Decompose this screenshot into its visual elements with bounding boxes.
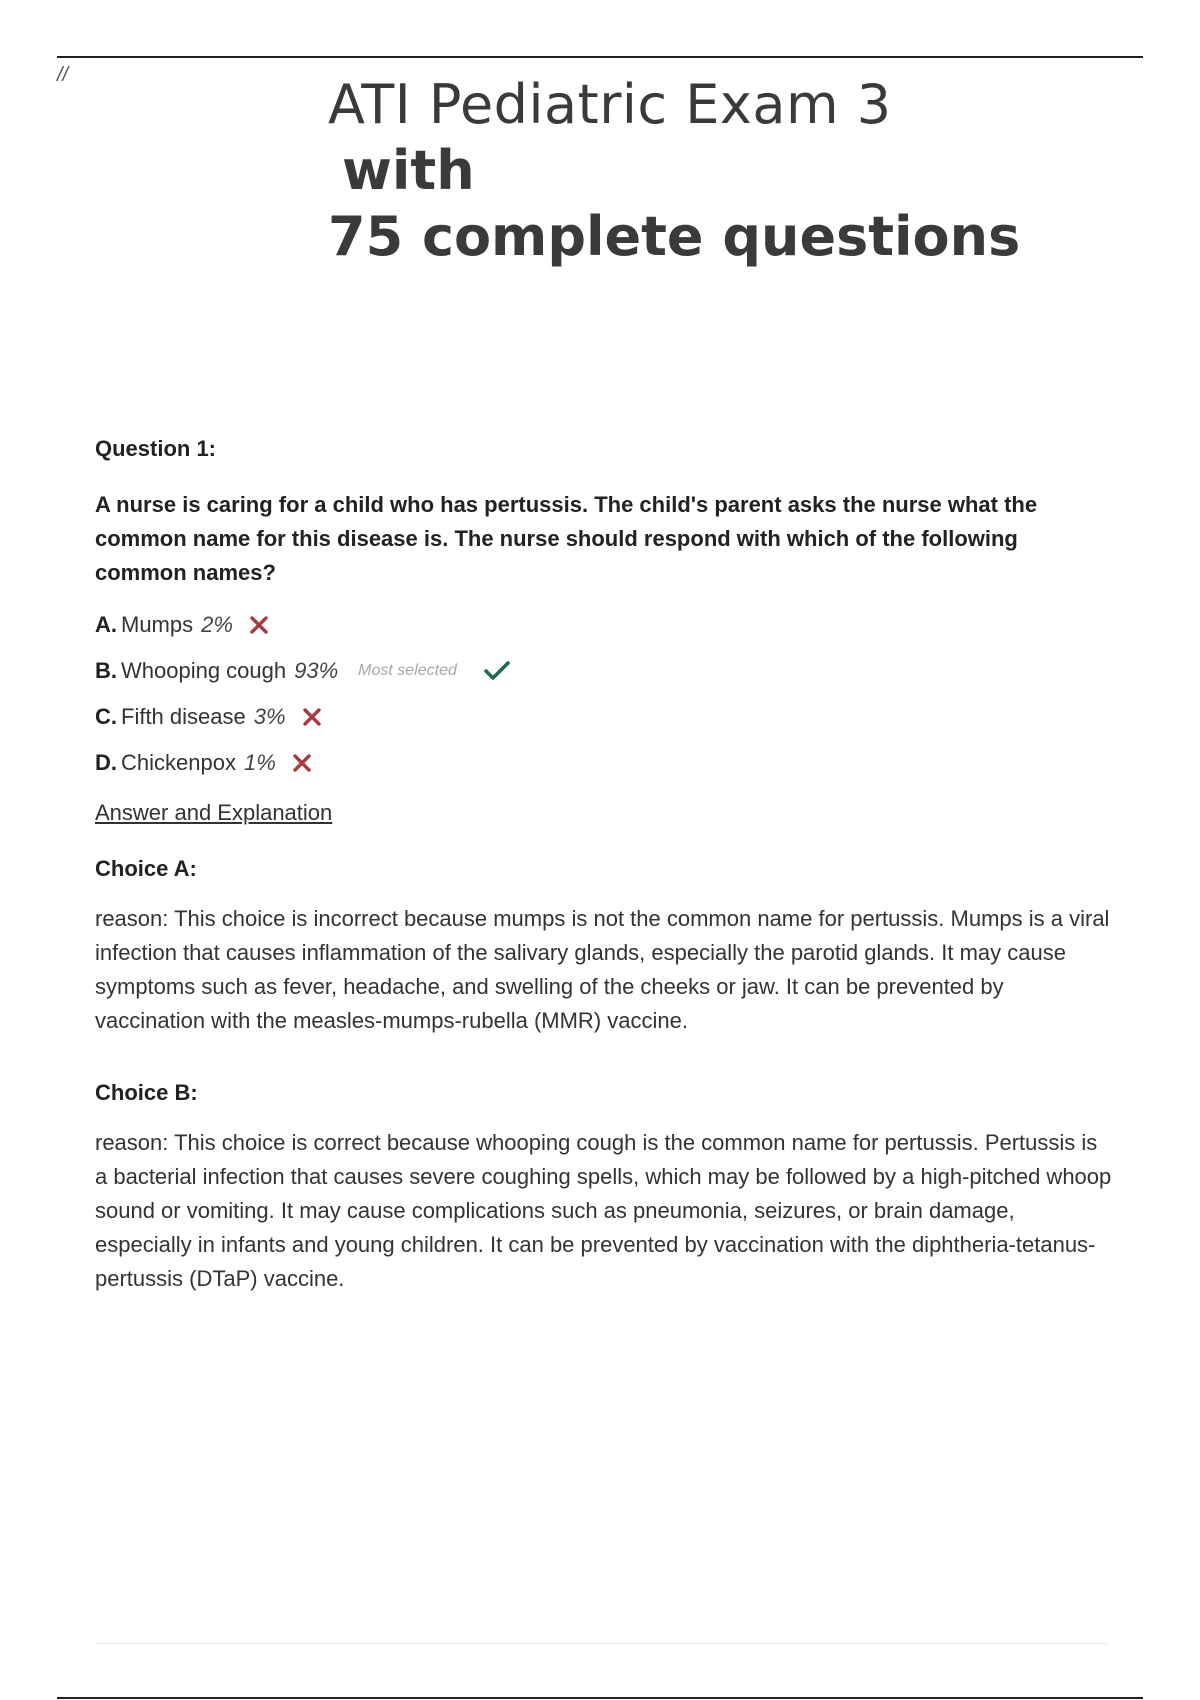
choice-a-explanation: reason: This choice is incorrect because mumps is not the common name for pertussis. Mumps is a viral infection that causes inflammation of the salivary glands, especially the parotid glands. It may cause symptoms such as fever, headache, and swelling of the cheeks or jaw. It can be prevented by vaccination with the measles-mumps-rubella (MMR) vaccine. (95, 906, 1110, 1033)
option-text: Fifth disease (121, 704, 246, 729)
option-text: Chickenpox (121, 750, 236, 775)
option-percent: 2% (201, 612, 233, 637)
choice-a-label: Choice A: (95, 856, 197, 881)
title-line-1: ATI Pediatric Exam 3 (328, 73, 892, 136)
option-c[interactable] (95, 694, 1115, 740)
option-percent: 3% (253, 704, 286, 729)
choice-b-explanation: reason: This choice is correct because whooping cough is the common name for pertussis. Pertussis is a bacterial infection that causes severe coughing spells, which may be followed by a high-pitched whoop sound or vomiting. It may cause complications such as pneumonia, seizures, or brain damage, especially in infants and young children. It can be prevented by vaccination with the diphtheria-tetanus-pertussis (DTaP) vaccine. (95, 1130, 1112, 1291)
page-marker: // (57, 64, 69, 86)
incorrect-x-icon (292, 753, 312, 773)
title-line-3: 75 complete questions (328, 205, 1021, 268)
question-label: Question 1: (95, 436, 217, 461)
option-percent: 1% (243, 750, 276, 775)
option-letter: C. (95, 704, 117, 729)
option-letter: A. (95, 612, 117, 637)
document-title (328, 72, 1020, 270)
option-letter: B. (95, 658, 117, 683)
correct-check-icon (483, 659, 511, 683)
most-selected-label: Most selected (358, 662, 457, 679)
option-letter: D. (95, 750, 117, 775)
top-rule (57, 56, 1143, 58)
option-percent: 93% (294, 658, 339, 683)
question-content (95, 436, 1115, 1338)
footer-divider (96, 1643, 1108, 1644)
answer-options (95, 602, 1115, 786)
incorrect-x-icon (249, 615, 269, 635)
question-text: A nurse is caring for a child who has pertussis. The child's parent asks the nurse what the common name for this disease is. The nurse should respond with which of the following common names? (95, 492, 1038, 585)
option-b[interactable] (95, 648, 1115, 694)
incorrect-x-icon (302, 707, 322, 727)
option-d[interactable] (95, 740, 1115, 786)
answer-explanation-link[interactable]: Answer and Explanation (95, 800, 333, 825)
option-text: Mumps (121, 612, 194, 637)
option-text: Whooping cough (121, 658, 287, 683)
bottom-rule (57, 1697, 1143, 1699)
title-line-2: with (342, 139, 475, 202)
option-a[interactable] (95, 602, 1115, 648)
choice-b-label: Choice B: (95, 1080, 198, 1105)
